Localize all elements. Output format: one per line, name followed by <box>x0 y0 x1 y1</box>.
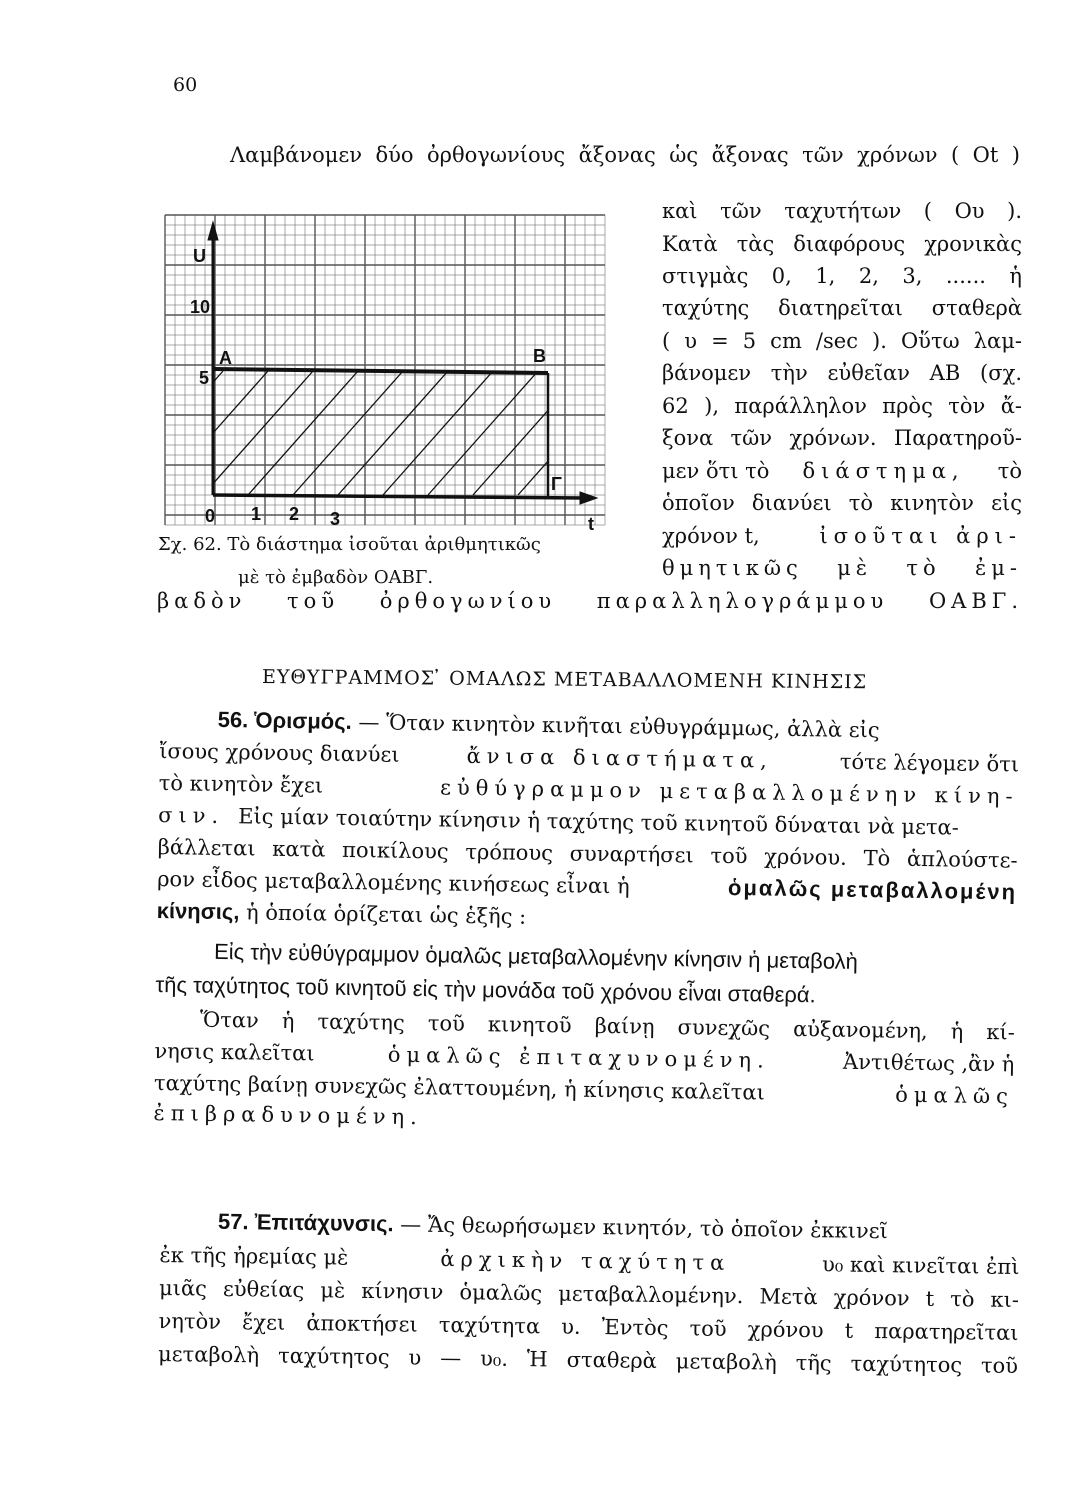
emphasized-text: εὐθύγραμμον μεταβαλλομένην κίνη- <box>439 775 1019 809</box>
s56-line: ἐπιβραδυνομένη. <box>153 1100 424 1130</box>
intro-right-line: ξονα τῶν χρόνων. Παρατηροῦ- <box>662 426 1022 450</box>
tick-0: 0 <box>205 506 216 526</box>
s56-line: τῆς ταχύτητος τοῦ κινητοῦ εἰς τὴν μονάδα τοῦ χρόνου εἶναι σταθερά. <box>155 971 816 1008</box>
intro-right-line: στιγμὰς 0, 1, 2, 3, ...... ἡ <box>662 264 1022 288</box>
emphasized-text: ὁμαλῶς <box>895 1082 1015 1109</box>
point-G: Γ <box>551 474 562 494</box>
text: ταχύτης βαίνῃ συνεχῶς ἐλαττουμένη, ἡ κίνησις καλεῖται <box>153 1070 766 1105</box>
emphasized-text: σιν. <box>158 802 225 829</box>
intro-right-line: θμητικῶς μὲ τὸ ἐμ- <box>662 556 1022 580</box>
text: υ₀ καὶ κινεῖται ἐπὶ <box>821 1252 1020 1280</box>
s57-line: μεταβολὴ ταχύτητος υ — υ₀. Ἡ σταθερὰ μεταβολὴ τῆς ταχύτητος τοῦ <box>157 1341 1019 1378</box>
hatch-line <box>213 371 313 484</box>
text: νησις καλεῖται <box>154 1038 315 1066</box>
text: — Ὅταν κινητὸν κινῆται εὐθυγράμμως, ἀλλὰ εἰς <box>358 710 880 743</box>
section-heading: ΕΥΘΥΓΡΑΜΜΟΣ ̓ ΟΜΑΛΩΣ ΜΕΤΑΒΑΛΛΟΜΕΝΗ ΚΙΝΗΣΙΣ <box>261 666 868 694</box>
s56-line <box>217 707 879 743</box>
t-axis <box>213 495 585 498</box>
hatching <box>213 371 548 495</box>
emphasized-text: διάστημα, <box>802 459 965 483</box>
hatch-line <box>213 371 268 433</box>
text: χρόνον t, <box>662 524 760 548</box>
intro-right-line: ( υ = 5 cm /sec ). Οὕτω λαμ- <box>662 329 1022 353</box>
text: — Ἄς θεωρήσωμεν κινητόν, τὸ ὁποῖον ἐκκινεῖ <box>400 1212 888 1244</box>
text: ἴσους χρόνους διανύει <box>159 738 400 767</box>
hatch-line <box>338 371 448 495</box>
figure-caption-line-1: Σχ. 62. Τὸ διάστημα ἰσοῦται ἀριθμητικῶς <box>158 534 541 555</box>
emphasized-text: ἀρχικὴν ταχύτητα <box>440 1246 731 1275</box>
emphasized-text: ἄνισα διαστήματα, <box>466 743 774 773</box>
text: τὸ <box>997 459 1022 483</box>
hatch-line <box>293 371 403 495</box>
velocity-time-figure <box>0 0 1067 560</box>
s57-line <box>159 1242 1019 1280</box>
s57-line: μιᾶς εὐθείας μὲ κίνησιν ὁμαλῶς μεταβαλλομένην. Μετὰ χρόνον t τὸ κι- <box>158 1275 1020 1312</box>
line-AB <box>213 369 548 373</box>
tick-10: 10 <box>190 297 211 317</box>
s57-title: 57. Ἐπιτάχυνσις. <box>217 1208 394 1237</box>
s56-line <box>156 898 526 930</box>
intro-right-line: Κατὰ τὰς διαφόρους χρονικὰς <box>662 232 1022 256</box>
s56-line: Εἰς τὴν εὐθύγραμμον ὁμαλῶς μεταβαλλομένην κίνησιν ἡ μεταβολὴ <box>213 938 859 974</box>
intro-right-line: ὁποῖον διανύει τὸ κινητὸν εἰς <box>662 491 1022 515</box>
text: ἡ ὁποία ὁρίζεται ὡς ἑξῆς : <box>245 900 527 929</box>
intro-right-line: βάνομεν τὴν εὐθεῖαν ΑΒ (σχ. <box>662 361 1022 385</box>
emphasized-text: ὁμαλῶς ἐπιταχυνομένη. <box>387 1042 770 1073</box>
intro-last-line: βαδὸν τοῦ ὀρθογωνίου παραλληλογράμμου ΟΑΒΓ. <box>157 589 1023 613</box>
text: τότε λέγομεν ὅτι <box>839 749 1020 777</box>
intro-right-line: 62 ), παράλληλον πρὸς τὸν ἄ- <box>662 394 1022 418</box>
intro-line-1: Λαμβάνομεν δύο ὀρθογωνίους ἄξονας ὡς ἄξονας τῶν χρόνων ( Οt ) <box>230 143 1020 167</box>
point-A: A <box>219 348 232 368</box>
hatch-line <box>518 461 548 495</box>
t-axis-arrow-icon <box>580 492 597 504</box>
point-B: B <box>533 346 546 366</box>
t-axis-label: t <box>588 514 594 534</box>
s56-title: 56. Ὁρισμός. <box>217 706 352 735</box>
text: τὸ κινητὸν ἔχει <box>158 770 324 798</box>
text: ρον εἶδος μεταβαλλομένης κινήσεως εἶναι ἡ <box>156 866 630 899</box>
text: ἐκ τῆς ἠρεμίας μὲ <box>159 1242 349 1270</box>
intro-right-line: ταχύτης διατηρεῖται σταθερὰ <box>662 296 1022 320</box>
intro-right-line: καὶ τῶν ταχυτήτων ( Ου ). <box>662 199 1022 223</box>
tick-5: 5 <box>199 368 210 388</box>
hatch-line <box>383 371 493 495</box>
tick-3: 3 <box>330 509 341 529</box>
tick-2: 2 <box>289 504 300 524</box>
text: μεν ὅτι τὸ <box>662 459 770 483</box>
u-axis-label: U <box>193 246 206 266</box>
tick-1: 1 <box>251 504 262 524</box>
bold-term: ὁμαλῶς μεταβαλλομένη <box>727 874 1018 905</box>
u-axis-arrow-icon <box>208 222 218 240</box>
emphasized-text: ἰσοῦται ἀρι- <box>819 524 1022 548</box>
hatch-line <box>428 371 538 495</box>
s56-line: βάλλεται κατὰ ποικίλους τρόπους συναρτήσει τοῦ χρόνου. Τὸ ἁπλούστε- <box>157 834 1018 873</box>
bold-term: κίνησις, <box>156 897 240 925</box>
figure-caption-line-2: μὲ τὸ ἐμβαδὸν ΟΑΒΓ. <box>238 567 434 588</box>
hatch-line <box>473 410 548 495</box>
s57-line <box>218 1209 888 1244</box>
text: Ἀντιθέτως ,ἂν ἡ <box>842 1049 1015 1077</box>
page-number: 60 <box>173 74 198 96</box>
text: Εἰς μίαν τοιαύτην κίνησιν ἡ ταχύτης τοῦ κινητοῦ δύναται νὰ μετα- <box>238 804 960 840</box>
s57-line: νητὸν ἔχει ἀποκτήσει ταχύτητα υ. Ἐντὸς τοῦ χρόνου t παρατηρεῖται <box>158 1308 1019 1345</box>
s56-line: Ὅταν ἡ ταχύτης τοῦ κινητοῦ βαίνῃ συνεχῶς αὐξανομένη, ἡ κί- <box>199 1007 1016 1045</box>
